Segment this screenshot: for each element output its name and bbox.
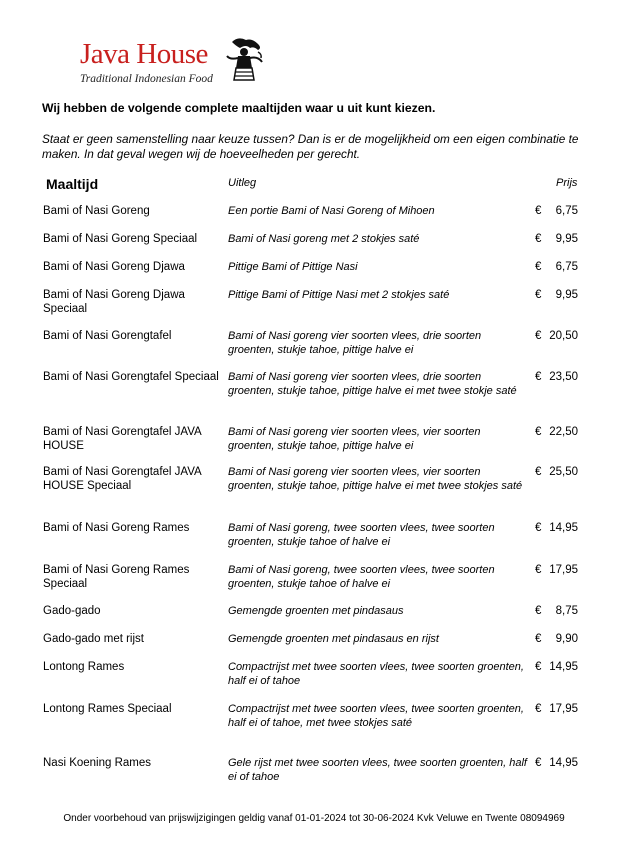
menu-item-description: Gemengde groenten met pindasaus (228, 605, 404, 617)
currency-symbol: € (535, 289, 542, 301)
menu-item-name: Bami of Nasi Goreng (43, 205, 150, 217)
currency-symbol: € (535, 233, 542, 245)
menu-item-price: 25,50 (549, 466, 578, 478)
menu-item-description: Bami of Nasi goreng vier soorten vlees, vier soorten groenten, stukje tahoe, pittige halve ei met twee stokjes saté (228, 466, 523, 492)
menu-item-description: Bami of Nasi goreng, twee soorten vlees, twee soorten groenten, stukje tahoe of halve ei (228, 564, 495, 590)
menu-item-price: 20,50 (549, 330, 578, 342)
menu-item-description: Gele rijst met twee soorten vlees, twee soorten groenten, half ei of tahoe (228, 757, 527, 783)
menu-item-name: Lontong Rames (43, 661, 125, 673)
logo-subtitle: Traditional Indonesian Food (80, 73, 213, 85)
menu-item-description: Pittige Bami of Pittige Nasi met 2 stokjes saté (228, 289, 450, 301)
menu-item-description: Bami of Nasi goreng vier soorten vlees, vier soorten groenten, stukje tahoe, pittige halve ei (228, 426, 481, 452)
currency-symbol: € (535, 703, 542, 715)
menu-item-price: 14,95 (549, 661, 578, 673)
menu-item-price: 6,75 (555, 261, 578, 273)
logo-title: Java House (80, 38, 208, 70)
logo (80, 38, 270, 88)
currency-symbol: € (535, 661, 542, 673)
intro-note: Staat er geen samenstelling naar keuze tussen? Dan is er de mogelijkheid om een eigen combinatie te maken. In dat geval wegen wij de hoeveelheden per gerecht. (42, 132, 579, 161)
intro-heading: Wij hebben de volgende complete maaltijden waar u uit kunt kiezen. (42, 101, 436, 115)
menu-item-name: Bami of Nasi Gorengtafel Speciaal (43, 371, 219, 383)
currency-symbol: € (535, 757, 542, 769)
menu-item-name: Gado-gado met rijst (43, 633, 144, 645)
currency-symbol: € (535, 605, 542, 617)
menu-item-description: Pittige Bami of Pittige Nasi (228, 261, 358, 273)
currency-symbol: € (535, 426, 542, 438)
menu-item-price: 8,75 (555, 605, 578, 617)
currency-symbol: € (535, 371, 542, 383)
currency-symbol: € (535, 466, 542, 478)
menu-item-price: 22,50 (549, 426, 578, 438)
menu-item-description: Compactrijst met twee soorten vlees, twee soorten groenten, half ei of tahoe (228, 661, 524, 687)
currency-symbol: € (535, 522, 542, 534)
menu-item-name: Bami of Nasi Goreng Speciaal (43, 233, 198, 245)
menu-item-description: Bami of Nasi goreng vier soorten vlees, drie soorten groenten, stukje tahoe, pittige halve ei (228, 330, 482, 356)
menu-item-name: Bami of Nasi Gorengtafel JAVA HOUSE (43, 426, 202, 452)
currency-symbol: € (535, 261, 542, 273)
menu-item-price: 14,95 (549, 522, 578, 534)
currency-symbol: € (535, 564, 542, 576)
menu-item-price: 9,90 (555, 633, 578, 645)
menu-item-price: 14,95 (549, 757, 578, 769)
menu-item-name: Bami of Nasi Goreng Djawa Speciaal (43, 289, 185, 315)
footer-note: Onder voorbehoud van prijswijzigingen geldig vanaf 01-01-2024 tot 30-06-2024 Kvk Veluwe en Twente 08094969 (63, 813, 565, 824)
menu-item-description: Bami of Nasi goreng vier soorten vlees, drie soorten groenten, stukje tahoe, pittige halve ei met twee stokje saté (228, 371, 517, 397)
menu-item-name: Lontong Rames Speciaal (43, 703, 172, 715)
column-header-prijs: Prijs (556, 177, 578, 189)
currency-symbol: € (535, 633, 542, 645)
menu-item-description: Een portie Bami of Nasi Goreng of Mihoen (228, 205, 435, 217)
menu-item-description: Gemengde groenten met pindasaus en rijst (228, 633, 439, 645)
currency-symbol: € (535, 205, 542, 217)
menu-item-name: Bami of Nasi Goreng Rames (43, 522, 190, 534)
menu-item-price: 17,95 (549, 703, 578, 715)
currency-symbol: € (535, 330, 542, 342)
menu-item-description: Bami of Nasi goreng, twee soorten vlees, twee soorten groenten, stukje tahoe of halve ei (228, 522, 495, 548)
menu-item-name: Bami of Nasi Gorengtafel (43, 330, 172, 342)
menu-item-price: 23,50 (549, 371, 578, 383)
dancer-figure-icon (224, 36, 264, 82)
menu-item-description: Compactrijst met twee soorten vlees, twee soorten groenten, half ei of tahoe, met twee stokjes saté (228, 703, 524, 729)
menu-item-price: 9,95 (555, 233, 578, 245)
menu-item-name: Nasi Koening Rames (43, 757, 152, 769)
column-header-uitleg: Uitleg (228, 177, 257, 189)
column-header-maaltijd: Maaltijd (46, 176, 99, 192)
menu-item-name: Bami of Nasi Gorengtafel JAVA HOUSE Speciaal (43, 466, 202, 492)
menu-item-price: 17,95 (549, 564, 578, 576)
menu-item-price: 6,75 (555, 205, 578, 217)
menu-item-name: Bami of Nasi Goreng Rames Speciaal (43, 564, 190, 590)
menu-item-description: Bami of Nasi goreng met 2 stokjes saté (228, 233, 420, 245)
menu-item-name: Gado-gado (43, 605, 101, 617)
menu-item-name: Bami of Nasi Goreng Djawa (43, 261, 185, 273)
menu-item-price: 9,95 (555, 289, 578, 301)
